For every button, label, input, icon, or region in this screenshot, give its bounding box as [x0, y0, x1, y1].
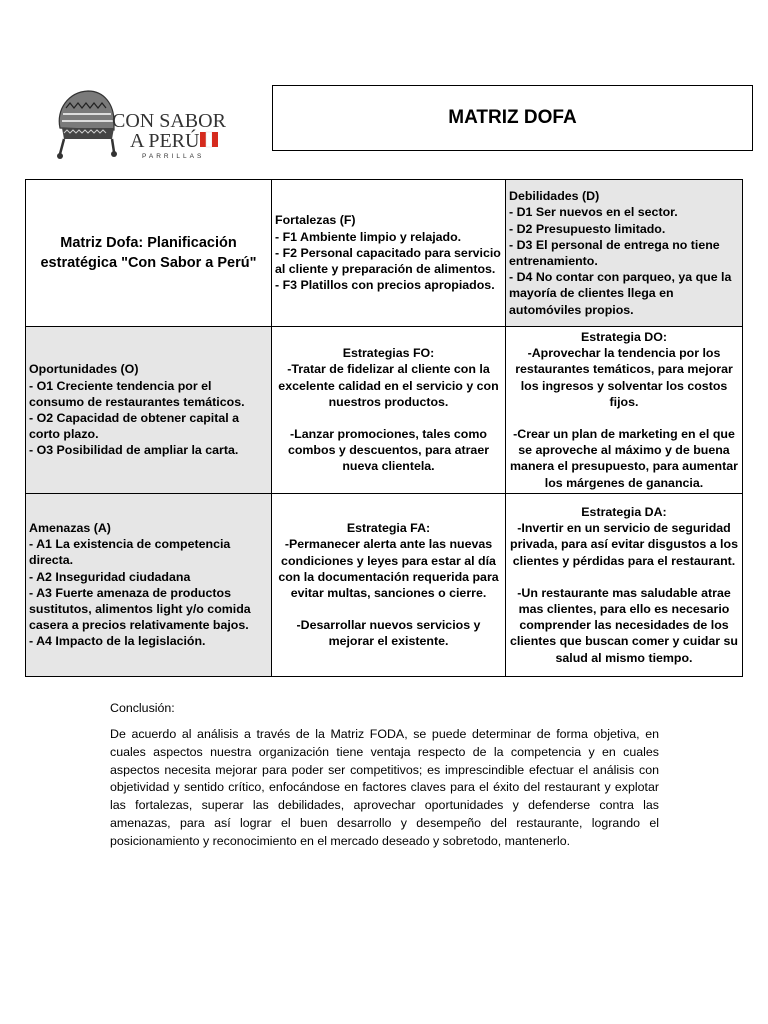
do-strategy: -Aprovechar la tendencia por los restaurantes temáticos, para mejorar los ingresos y solventar los costos fijos.	[515, 346, 733, 409]
estrategia-do-cell	[506, 327, 743, 494]
do-strategy: -Crear un plan de marketing en el que se aproveche al máximo y de buena manera el presupuesto, para aumentar los márgenes de ganancia.	[510, 427, 738, 490]
fortaleza-item: - F2 Personal capacitado para servicio al cliente y preparación de alimentos.	[275, 245, 501, 277]
da-heading: Estrategia DA:	[581, 504, 667, 519]
svg-text:A PERÚ: A PERÚ	[130, 130, 200, 152]
estrategia-fa-cell	[272, 493, 506, 676]
amenazas-heading: Amenazas (A)	[29, 521, 111, 536]
estrategia-da-cell	[506, 493, 743, 676]
fo-strategy: -Tratar de fidelizar al cliente con la excelente calidad en el servicio y con nuestros productos.	[278, 362, 499, 409]
da-strategy: -Invertir en un servicio de seguridad privada, para así evitar disgustos a los clientes y pérdidas para el restaurant.	[510, 521, 738, 568]
debilidad-item: - D4 No contar con parqueo, ya que la mayoría de clientes llega en automóviles propios.	[509, 270, 732, 317]
do-heading: Estrategia DO:	[580, 330, 668, 344]
matrix-corner-cell	[26, 180, 272, 327]
fortaleza-item: - F3 Platillos con precios apropiados.	[275, 278, 495, 293]
oportunidades-heading: Oportunidades (O)	[29, 362, 139, 377]
debilidad-item: - D1 Ser nuevos en el sector.	[509, 205, 678, 220]
fa-strategy: -Permanecer alerta ante las nuevas condiciones y leyes para estar al día con la documentación requerida para evitar multas, sanciones o cierre.	[278, 537, 499, 600]
amenaza-item: - A1 La existencia de competencia directa.	[29, 537, 231, 568]
conclusion-text: De acuerdo al análisis a través de la Matriz FODA, se puede determinar de forma objetiva, en cuales aspectos nuestra organización tiene ventaja respecto de la competencia y en cuales aspectos necesita mejorar para poder ser competitivos; es imprescindible efectuar el análisis con objetividad y sentido crítico, enfocándose en factores claves para el éxito del restaurant y explotar las fortalezas, superar las debilidades, aprovechar oportunidades y defenderse contra las amenazas, para así lograr el buen desarrollo y desempeño del restaurante, logrando el posicionamiento y reconocimiento en el mercado deseado y sobretodo, mantenerlo.	[110, 727, 659, 848]
oportunidad-item: - O3 Posibilidad de ampliar la carta.	[29, 443, 239, 458]
oportunidad-item: - O2 Capacidad de obtener capital a corto plazo.	[29, 410, 240, 442]
logo-graphic	[54, 84, 240, 162]
amenaza-item: - A3 Fuerte amenaza de productos sustitutos, alimentos light y/o comida casera a precios relativamente bajos.	[29, 585, 251, 633]
fo-heading: Estrategias FO:	[342, 346, 435, 361]
estrategias-fo-cell	[272, 327, 506, 494]
fo-strategy: -Lanzar promociones, tales como combos y descuentos, para atraer nueva clientela.	[287, 427, 490, 474]
document-title: MATRIZ DOFA	[272, 85, 753, 151]
svg-text:PARRILLAS: PARRILLAS	[142, 153, 205, 160]
amenazas-row	[26, 493, 743, 676]
fortalezas-heading: Fortalezas (F)	[275, 213, 356, 228]
fa-strategy: -Desarrollar nuevos servicios y mejorar el existente.	[296, 618, 481, 649]
amenaza-item: - A2 Inseguridad ciudadana	[29, 569, 191, 584]
amenaza-item: - A4 Impacto de la legislación.	[29, 634, 206, 649]
oportunidad-item: - O1 Creciente tendencia por el consumo de restaurantes temáticos.	[29, 378, 245, 409]
conclusion-label: Conclusión:	[110, 701, 175, 715]
debilidad-item: - D3 El personal de entrega no tiene entrenamiento.	[509, 237, 720, 268]
oportunidades-cell	[26, 327, 272, 494]
debilidades-heading: Debilidades (D)	[509, 189, 600, 204]
svg-text:CON SABOR: CON SABOR	[112, 110, 226, 132]
fortalezas-cell	[272, 180, 506, 327]
da-strategy: -Un restaurante mas saludable atrae mas clientes, para ello es necesario comprender las necesidades de los clientes que buscan comer y cuidar su salud al mismo tiempo.	[510, 585, 738, 665]
fa-heading: Estrategia FA:	[346, 521, 431, 536]
debilidad-item: - D2 Presupuesto limitado.	[509, 221, 666, 236]
oportunidades-row	[26, 327, 743, 494]
matrix-header-row	[26, 180, 743, 327]
dofa-matrix	[25, 179, 743, 677]
conclusion-section	[110, 701, 659, 851]
brand-logo	[54, 84, 240, 162]
fortaleza-item: - F1 Ambiente limpio y relajado.	[275, 229, 462, 244]
matrix-corner-title: Matriz Dofa: Planificación estratégica "Con Sabor a Perú"	[40, 235, 257, 271]
debilidades-cell	[506, 180, 743, 327]
peru-flag-icon	[200, 132, 218, 147]
amenazas-cell	[26, 493, 272, 676]
chullo-hat-icon	[57, 91, 117, 159]
